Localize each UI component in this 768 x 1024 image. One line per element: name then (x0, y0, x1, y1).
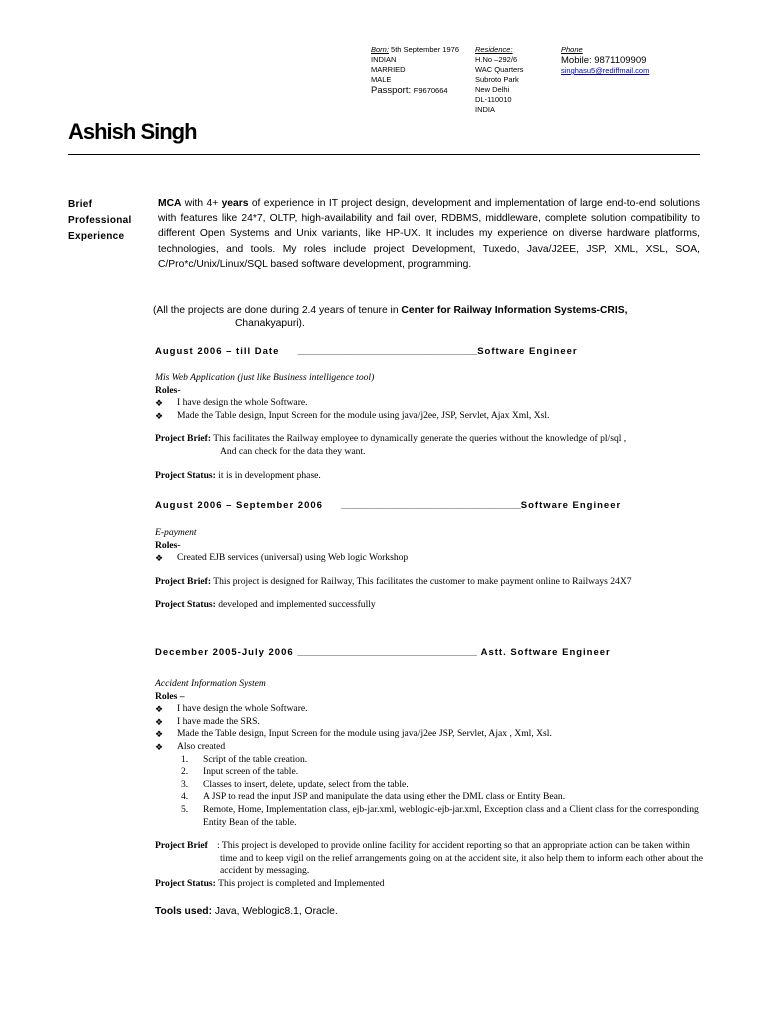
section-label-line: Professional (68, 215, 132, 226)
role-text: I have design the whole Software. (177, 703, 308, 715)
brief-label: Project Brief (155, 840, 208, 852)
diamond-bullet-icon: ❖ (155, 716, 164, 727)
address-line: DL-110010 (475, 95, 512, 104)
project-name: E-payment (155, 527, 197, 538)
roles-label: Roles – (155, 690, 185, 702)
job-heading (155, 346, 578, 357)
name-divider (68, 154, 700, 155)
list-item (155, 779, 703, 792)
role-text: Made the Table design, Input Screen for the module using java/j2ee JSP, Servlet, Ajax , Xml, Xsl. (177, 728, 552, 740)
list-item (155, 804, 703, 829)
section-label (68, 197, 132, 245)
role-text: I have design the whole Software. (177, 397, 308, 409)
email-link[interactable]: singhasu5@rediffmail.com (561, 66, 650, 75)
job-role: Software Engineer (477, 346, 578, 357)
project-name: Accident Information System (155, 678, 266, 689)
job-rule: __________________________________ (341, 500, 521, 511)
tenure-note (153, 304, 701, 330)
project-status (155, 599, 703, 612)
project-brief (155, 433, 703, 446)
project-name: Mis Web Application (just like Business intelligence tool) (155, 372, 375, 383)
status-label: Project Status: (155, 469, 216, 481)
diamond-bullet-icon: ❖ (155, 729, 164, 740)
diamond-bullet-icon: ❖ (155, 741, 164, 752)
project-block (155, 372, 703, 482)
job-rule: __________________________________ (297, 346, 478, 357)
roles-list (155, 552, 703, 565)
status-label: Project Status: (155, 877, 216, 889)
brief-label: Project Brief: (155, 575, 212, 587)
step-text: Input screen of the table. (203, 766, 299, 778)
list-item (155, 410, 703, 423)
marital-status: MARRIED (371, 65, 406, 74)
list-number: 2. (181, 766, 189, 778)
address-line: New Delhi (475, 85, 510, 94)
roles-list (155, 703, 703, 753)
passport-label: Passport: (371, 85, 412, 96)
brief-text: This facilitates the Railway employee to dynamically generate the queries without the knowledge of pl/sql , (213, 433, 627, 445)
list-item (155, 728, 703, 741)
steps-list (155, 754, 703, 830)
section-label-line: Brief (68, 199, 93, 210)
tenure-text: (All the projects are done during 2.4 years of tenure in (153, 305, 402, 316)
address-line: Subroto Park (475, 75, 519, 84)
phone-label: Phone (561, 45, 583, 54)
list-item (155, 741, 703, 754)
residence-label: Residence: (475, 45, 513, 54)
brief-text: And can check for the data they want. (220, 445, 366, 457)
step-text: Classes to insert, delete, update, select from the table. (203, 778, 409, 790)
job-role: Astt. Software Engineer (480, 647, 611, 658)
step-text: Script of the table creation. (203, 753, 308, 765)
brief-text: : This project is developed to provide online facility for accident reporting so that an appropriate action can be taken within time and to keep vigil on the relief arrangements going on at the accident site, it also help them to inform each other about the accident by messaging. (217, 840, 703, 877)
job-heading (155, 647, 611, 658)
job-role: Software Engineer (520, 500, 622, 511)
tools-label: Tools used: (155, 906, 213, 917)
list-number: 3. (181, 778, 189, 790)
summary-text: with 4+ (181, 198, 222, 209)
diamond-bullet-icon: ❖ (155, 398, 164, 409)
role-text: Made the Table design, Input Screen for the module using java/j2ee, JSP, Servlet, Ajax Xml, Xsl. (177, 409, 550, 421)
status-text: This project is completed and Implemented (218, 877, 385, 889)
born-label: Born: (371, 45, 389, 54)
residence-info (475, 45, 523, 115)
list-item (155, 791, 703, 804)
status-text: it is in development phase. (218, 469, 321, 481)
tools-value: Java, Weblogic8.1, Oracle. (214, 906, 338, 917)
degree: MCA (158, 198, 182, 209)
tools-used (155, 906, 338, 917)
project-block (155, 678, 703, 891)
brief-label: Project Brief: (155, 433, 212, 445)
step-text: Remote, Home, Implementation class, ejb-jar.xml, weblogic-ejb-jar.xml, Exception class and a Client class for the corresponding Entity Bean of the table. (203, 803, 699, 828)
job-heading (155, 500, 621, 511)
list-number: 4. (181, 791, 189, 803)
gender: MALE (371, 75, 392, 84)
status-text: developed and implemented successfully (218, 599, 376, 611)
organization: Center for Railway Information Systems-CRIS, (401, 305, 628, 316)
personal-info (371, 45, 459, 96)
list-item (155, 703, 703, 716)
job-rule: __________________________________ (297, 647, 477, 658)
roles-label: Roles- (155, 384, 181, 396)
summary-text: of experience in IT project design, development and implementation of large end-to-end solutions with features like 24*7, OLTP, high-availability and fail over, RDBMS, middleware, complete solution compatibility to different Open Systems and Unix variants, like HP-UX. It includes my experience on diverse hardware platforms, technologies, and tools. My roles include project Development, Tuxedo, Java/J2EE, JSP, XML, XSL, SOA, C/Pro*c/Unix/Linux/SQL based software development, programming. (158, 198, 700, 270)
role-text: Also created (177, 740, 226, 752)
diamond-bullet-icon: ❖ (155, 410, 164, 421)
project-status (155, 470, 703, 483)
diamond-bullet-icon: ❖ (155, 704, 164, 715)
list-item (155, 397, 703, 410)
passport-number: F9670664 (413, 86, 448, 95)
list-number: 1. (181, 753, 189, 765)
brief-text: This project is designed for Railway, This facilitates the customer to make payment online to Railways 24X7 (213, 575, 632, 587)
address-line: H.No –292/6 (475, 55, 518, 64)
section-label-line: Experience (68, 231, 125, 242)
project-brief (155, 576, 703, 589)
years-label: years (221, 198, 249, 209)
project-status (155, 878, 703, 891)
step-text: A JSP to read the input JSP and manipulate the data using ether the DML class or Entity Bean. (203, 791, 566, 803)
tenure-location: Chanakyapuri). (235, 318, 305, 329)
list-item (155, 716, 703, 729)
job-period: December 2005-July 2006 (155, 647, 294, 658)
list-item (155, 754, 703, 767)
project-brief (155, 840, 703, 878)
job-period: August 2006 – till Date (155, 346, 280, 357)
nationality: INDIAN (371, 55, 397, 64)
experience-summary (158, 196, 700, 272)
candidate-name: Ashish Singh (68, 119, 197, 144)
list-item (155, 766, 703, 779)
diamond-bullet-icon: ❖ (155, 553, 164, 564)
list-item (155, 552, 703, 565)
job-period: August 2006 – September 2006 (155, 500, 323, 511)
address-line: INDIA (475, 105, 496, 114)
roles-list (155, 397, 703, 422)
role-text: I have made the SRS. (177, 715, 260, 727)
birth-date: 5th September 1976 (391, 45, 459, 54)
phone-info (561, 45, 649, 76)
address-line: WAC Quarters (475, 65, 524, 74)
role-text: Created EJB services (universal) using Web logic Workshop (177, 552, 409, 564)
status-label: Project Status: (155, 599, 216, 611)
project-block (155, 527, 703, 612)
list-number: 5. (181, 803, 189, 815)
roles-label: Roles- (155, 539, 181, 551)
mobile-number: Mobile: 9871109909 (561, 55, 647, 66)
